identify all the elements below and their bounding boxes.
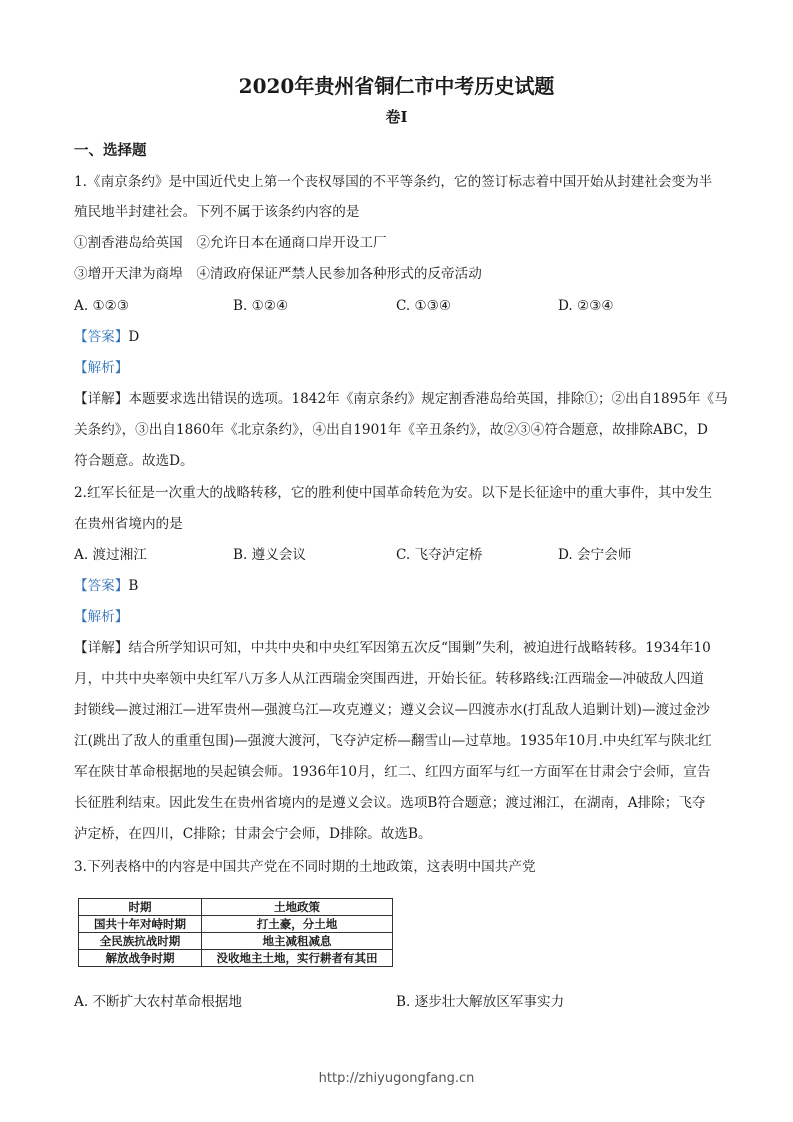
detail-label: 【详解】 [74, 640, 129, 656]
table-header-row [79, 899, 393, 916]
table-cell: 地主减租减息 [202, 933, 393, 950]
q1-detail-line3: 符合题意。故选D。 [74, 453, 194, 469]
detail-text: 结合所学知识可知，中共中央和中央红军因第五次反“围剿”失利，被迫进行战略转移。1934年10 [128, 640, 711, 656]
footer-url: http://zhiyugongfang.cn [318, 1071, 475, 1086]
table-row [79, 933, 393, 950]
q1-items-line1: ①割香港岛给英国 ②允许日本在通商口岸开设工厂 [74, 235, 387, 251]
q1-analysis-label [74, 358, 128, 378]
detail-label: 【详解】 [74, 391, 129, 407]
q2-stem-line1: 2.红军长征是一次重大的战略转移，它的胜利使中国革命转危为安。以下是长征途中的重大事件，其中发生 [74, 485, 713, 501]
table-cell: 打土豪，分土地 [202, 916, 393, 933]
q2-detail-line3: 封锁线—渡过湘江—进军贵州—强渡乌江—攻克遵义；遵义会议—四渡赤水(打乱敌人追剿计划)—渡过金沙 [74, 702, 710, 718]
q2-option-a: A. 渡过湘江 [74, 547, 147, 563]
q2-detail-line4: 江(跳出了敌人的重重包围)—强渡大渡河，飞夺泸定桥—翻雪山—过草地。1935年10月.中央红军与陕北红 [74, 733, 712, 749]
q1-stem-line1: 1.《南京条约》是中国近代史上第一个丧权辱国的不平等条约，它的签订标志着中国开始从封建社会变为半 [74, 174, 713, 190]
table-row [79, 950, 393, 967]
q2-detail-line7: 泸定桥，在四川，C排除；甘肃会宁会师，D排除。故选B。 [74, 826, 432, 842]
q1-option-a: A. ①②③ [74, 298, 130, 314]
q1-option-d: D. ②③④ [558, 298, 614, 314]
answer-label: 【答案】 [74, 329, 129, 345]
table-cell: 全民族抗战时期 [79, 933, 202, 950]
table-header: 时期 [79, 899, 202, 916]
q3-option-a: A. 不断扩大农村革命根据地 [74, 994, 242, 1010]
q2-option-b: B. 遵义会议 [233, 547, 307, 563]
q1-answer [74, 327, 139, 347]
table-cell: 国共十年对峙时期 [79, 916, 202, 933]
q1-option-c: C. ①③④ [396, 298, 452, 314]
answer-value: D [128, 329, 140, 345]
q3-stem: 3.下列表格中的内容是中国共产党在不同时期的土地政策，这表明中国共产党 [74, 859, 536, 875]
section-heading: 一、选择题 [74, 142, 147, 159]
detail-text: 本题要求选出错误的选项。1842年《南京条约》规定割香港岛给英国，排除①；②出自1895年《马 [128, 391, 728, 407]
paper-volume: 卷I [385, 108, 408, 126]
q3-option-b: B. 逐步壮大解放区军事实力 [396, 994, 565, 1010]
q2-stem-line2: 在贵州省境内的是 [74, 516, 183, 532]
table-cell: 解放战争时期 [79, 950, 202, 967]
analysis-label: 【解析】 [74, 360, 129, 376]
q2-analysis-label [74, 607, 128, 627]
q2-option-c: C. 飞夺泸定桥 [396, 547, 483, 563]
q1-stem-line2: 殖民地半封建社会。下列不属于该条约内容的是 [74, 204, 360, 220]
q2-detail-line1 [74, 638, 711, 658]
q1-detail-line1 [74, 389, 728, 409]
q1-items-line2: ③增开天津为商埠 ④清政府保证严禁人民参加各种形式的反帝活动 [74, 266, 482, 282]
table-header: 土地政策 [202, 899, 393, 916]
answer-label: 【答案】 [74, 578, 129, 594]
q1-option-b: B. ①②④ [233, 298, 289, 314]
q2-option-d: D. 会宁会师 [558, 547, 632, 563]
q1-detail-line2: 关条约》，③出自1860年《北京条约》，④出自1901年《辛丑条约》，故②③④符合题意，故排除ABC，D [74, 422, 708, 438]
q2-detail-line6: 长征胜利结束。因此发生在贵州省境内的是遵义会议。选项B符合题意；渡过湘江，在湖南，A排除；飞夺 [74, 795, 706, 811]
answer-value: B [128, 578, 139, 594]
land-policy-table [78, 898, 393, 967]
table-row [79, 916, 393, 933]
page-title: 2020年贵州省铜仁市中考历史试题 [238, 74, 555, 98]
q2-detail-line2: 月，中共中央率领中央红军八万多人从江西瑞金突围西进，开始长征。转移路线:江西瑞金—冲破敌人四道 [74, 671, 704, 687]
analysis-label: 【解析】 [74, 609, 129, 625]
q2-detail-line5: 军在陕甘革命根据地的吴起镇会师。1936年10月，红二、红四方面军与红一方面军在甘肃会宁会师，宣告 [74, 764, 711, 780]
q2-answer [74, 576, 138, 596]
table-cell: 没收地主土地，实行耕者有其田 [202, 950, 393, 967]
